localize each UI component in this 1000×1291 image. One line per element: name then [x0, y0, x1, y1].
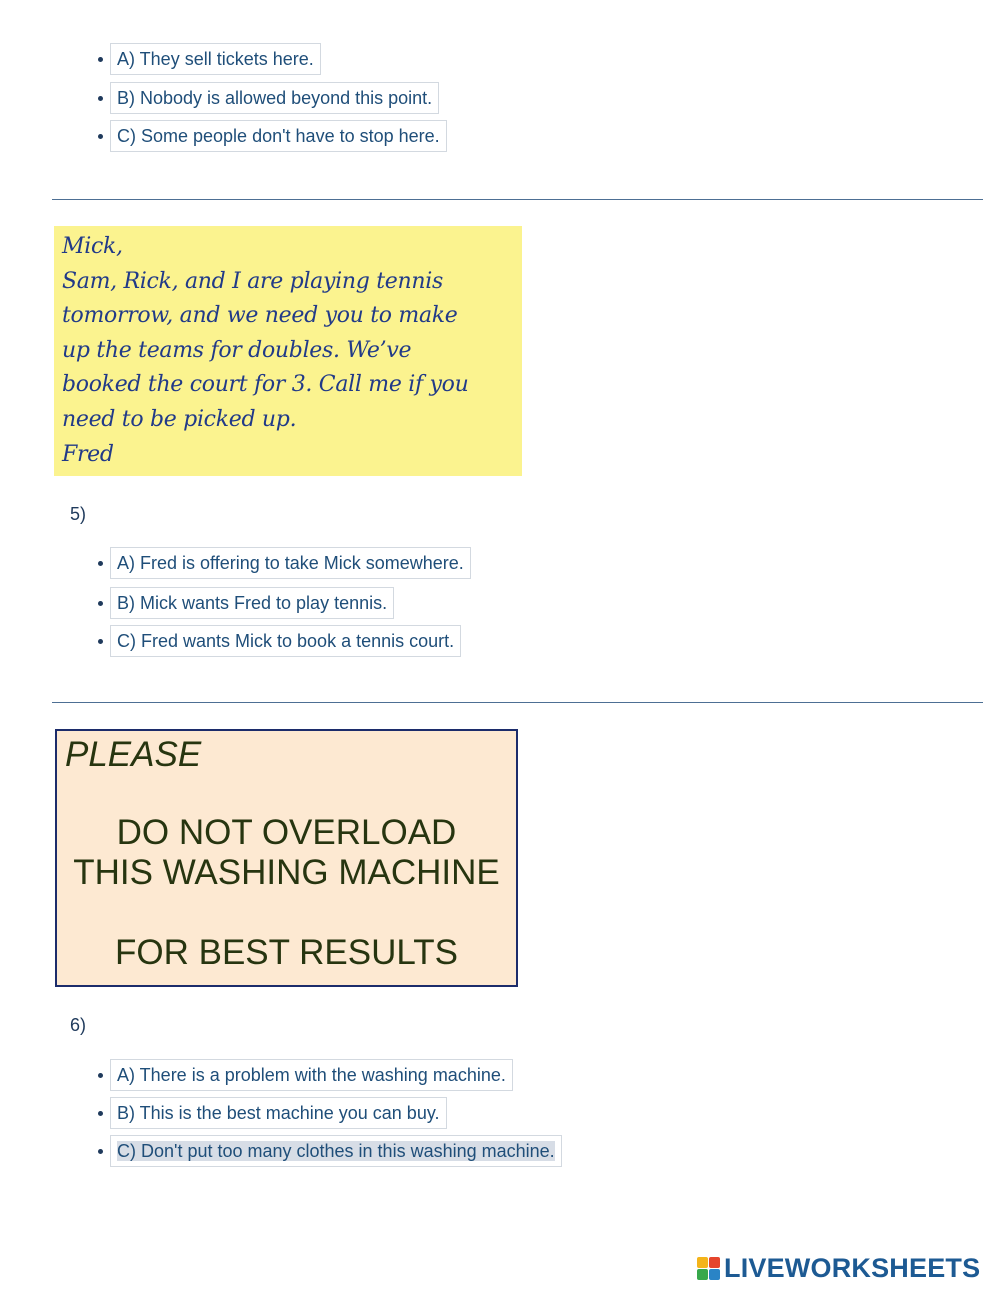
option-5a	[98, 547, 471, 579]
note-line: tomorrow, and we need you to make	[62, 303, 458, 329]
option-4a	[98, 43, 321, 75]
answer-option-button[interactable]: B) Mick wants Fred to play tennis.	[110, 587, 394, 619]
note-line: Sam, Rick, and I are playing tennis	[62, 268, 443, 294]
liveworksheets-brand	[697, 1253, 980, 1284]
bullet	[98, 134, 103, 139]
sign-heading: PLEASE	[65, 735, 202, 774]
section-divider	[52, 199, 983, 200]
bullet	[98, 561, 103, 566]
bullet	[98, 57, 103, 62]
sign-line: THIS WASHING MACHINE	[73, 853, 500, 892]
note-line: Fred	[62, 441, 114, 467]
option-5b	[98, 587, 394, 619]
note-line: Mick,	[62, 234, 123, 259]
option-4c	[98, 120, 447, 152]
answer-option-button[interactable]: B) This is the best machine you can buy.	[110, 1097, 447, 1129]
bullet	[98, 1111, 103, 1116]
note-line: need to be picked up.	[62, 406, 297, 432]
brand-name: LIVEWORKSHEETS	[724, 1253, 981, 1283]
sign-line: FOR BEST RESULTS	[115, 933, 458, 972]
bullet	[98, 639, 103, 644]
note-line: up the teams for doubles. We’ve	[62, 337, 412, 363]
option-5c	[98, 625, 461, 657]
bullet	[98, 96, 103, 101]
liveworksheets-logo-icon	[697, 1257, 720, 1280]
bullet	[98, 601, 103, 606]
answer-option-button[interactable]: C) Some people don't have to stop here.	[110, 120, 447, 152]
answer-option-button[interactable]: A) Fred is offering to take Mick somewhere.	[110, 547, 471, 579]
note-line: booked the court for 3. Call me if you	[62, 372, 469, 398]
option-6c	[98, 1135, 562, 1167]
question-5-number: 5)	[70, 504, 87, 524]
bullet	[98, 1073, 103, 1078]
answer-option-button[interactable]: A) There is a problem with the washing machine.	[110, 1059, 513, 1091]
answer-option-button[interactable]: A) They sell tickets here.	[110, 43, 321, 75]
sign-line: DO NOT OVERLOAD	[116, 813, 457, 852]
option-4b	[98, 82, 439, 114]
washing-machine-sign	[55, 729, 518, 987]
answer-option-button-selected[interactable]: C) Don't put too many clothes in this washing machine.	[110, 1135, 562, 1167]
section-divider	[52, 702, 983, 703]
bullet	[98, 1149, 103, 1154]
option-6b	[98, 1097, 447, 1129]
option-6a	[98, 1059, 513, 1091]
question-6-number: 6)	[70, 1015, 87, 1035]
answer-option-button[interactable]: C) Fred wants Mick to book a tennis court.	[110, 625, 461, 657]
answer-option-button[interactable]: B) Nobody is allowed beyond this point.	[110, 82, 439, 114]
handwritten-note	[54, 226, 522, 476]
